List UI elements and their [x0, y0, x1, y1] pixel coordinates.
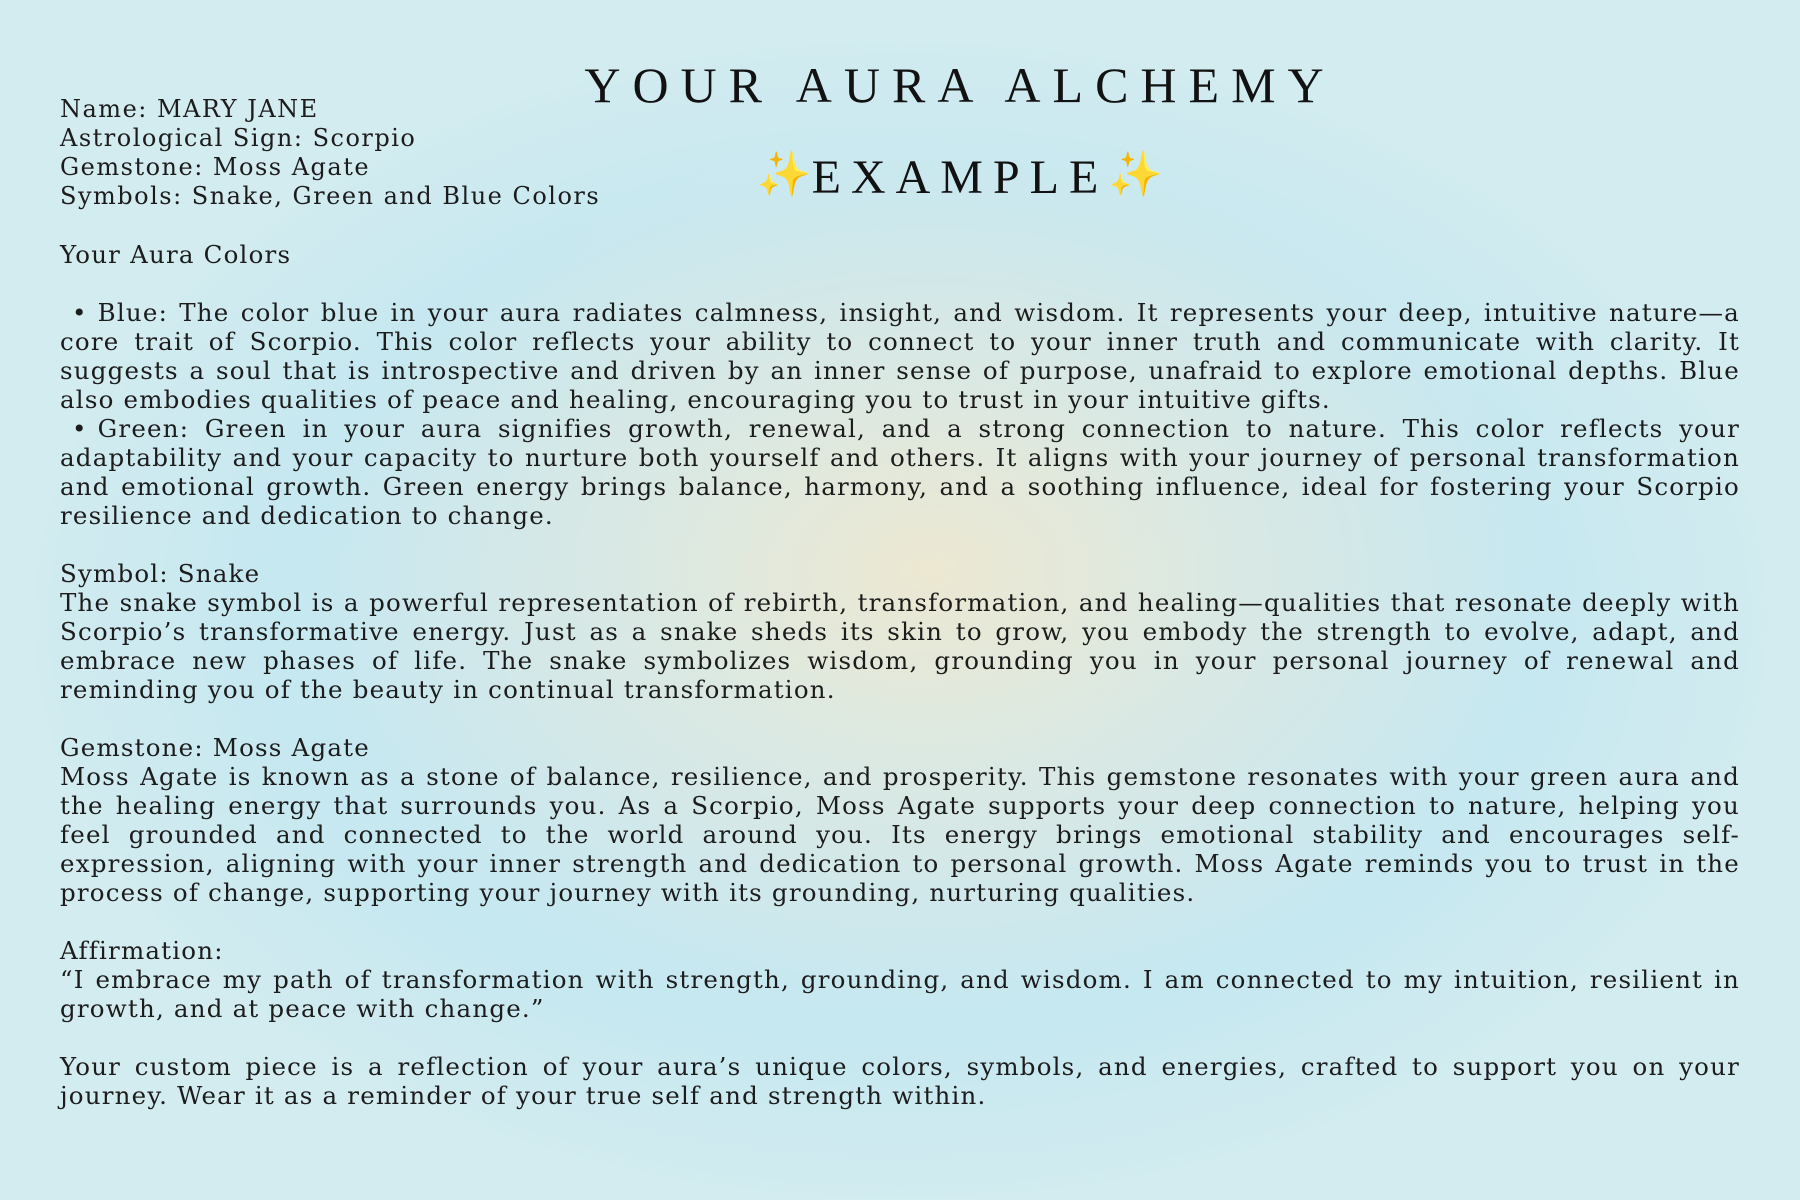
- aura-color-text: Green: Green in your aura signifies growth, renewal, and a strong connection to nature. This color reflects your adaptability and your capacity to nurture both yourself and others. It aligns with your journey of personal transformation and emotional growth. Green energy brings balance, harmony, and a soothing influence, ideal for fostering your Scorpio resilience and dedication to change.: [60, 414, 1740, 530]
- affirmation-heading: Affirmation:: [60, 936, 224, 965]
- aura-colors-heading: Your Aura Colors: [60, 240, 292, 269]
- document-body: [60, 240, 1740, 1110]
- symbol-text: The snake symbol is a powerful representation of rebirth, transformation, and healing—qualities that resonate deeply with Scorpio’s transformative energy. Just as a snake sheds its skin to grow, you embody the strength to evolve, adapt, and embrace new phases of life. The snake symbolizes wisdom, grounding you in your personal journey of renewal and reminding you of the beauty in continual transformation.: [60, 588, 1740, 704]
- bullet-icon: •: [72, 414, 88, 443]
- client-sign: Astrological Sign: Scorpio: [60, 124, 417, 152]
- gemstone-heading: Gemstone: Moss Agate: [60, 733, 370, 762]
- bullet-icon: •: [72, 298, 88, 327]
- sparkle-left-icon: ✨: [756, 150, 812, 199]
- aura-color-text: Blue: The color blue in your aura radiates calmness, insight, and wisdom. It represents your deep, intuitive nature—a core trait of Scorpio. This color reflects your ability to connect to your inner truth and communicate with clarity. It suggests a soul that is introspective and driven by an inner sense of purpose, unafraid to explore emotional depths. Blue also embodies qualities of peace and healing, encouraging you to trust in your intuitive gifts.: [60, 298, 1740, 414]
- aura-colors-list: [60, 298, 1740, 530]
- closing-text: Your custom piece is a reflection of your aura’s unique colors, symbols, and energies, crafted to support you on your journey. Wear it as a reminder of your true self and strength within.: [60, 1052, 1740, 1110]
- affirmation-text: “I embrace my path of transformation with strength, grounding, and wisdom. I am connected to my intuition, resilient in growth, and at peace with change.”: [60, 965, 1740, 1023]
- client-name: Name: MARY JANE: [60, 95, 319, 123]
- gemstone-text: Moss Agate is known as a stone of balance, resilience, and prosperity. This gemstone resonates with your green aura and the healing energy that surrounds you. As a Scorpio, Moss Agate supports your deep connection to nature, helping you feel grounded and connected to the world around you. Its energy brings emotional stability and encourages self-expression, aligning with your inner strength and dedication to personal growth. Moss Agate reminds you to trust in the process of change, supporting your journey with its grounding, nurturing qualities.: [60, 762, 1740, 907]
- client-info: [60, 95, 600, 211]
- sparkle-right-icon: ✨: [1108, 150, 1164, 199]
- document-header: [60, 0, 1740, 230]
- aura-color-item-blue: [60, 298, 1740, 414]
- subtitle-text: EXAMPLE: [811, 151, 1109, 204]
- document-title: YOUR AURA ALCHEMY: [584, 57, 1336, 113]
- client-gemstone: Gemstone: Moss Agate: [60, 153, 371, 181]
- aura-document: [60, 0, 1740, 1200]
- aura-color-item-green: [60, 414, 1740, 530]
- symbol-heading: Symbol: Snake: [60, 559, 261, 588]
- client-symbols: Symbols: Snake, Green and Blue Colors: [60, 182, 601, 210]
